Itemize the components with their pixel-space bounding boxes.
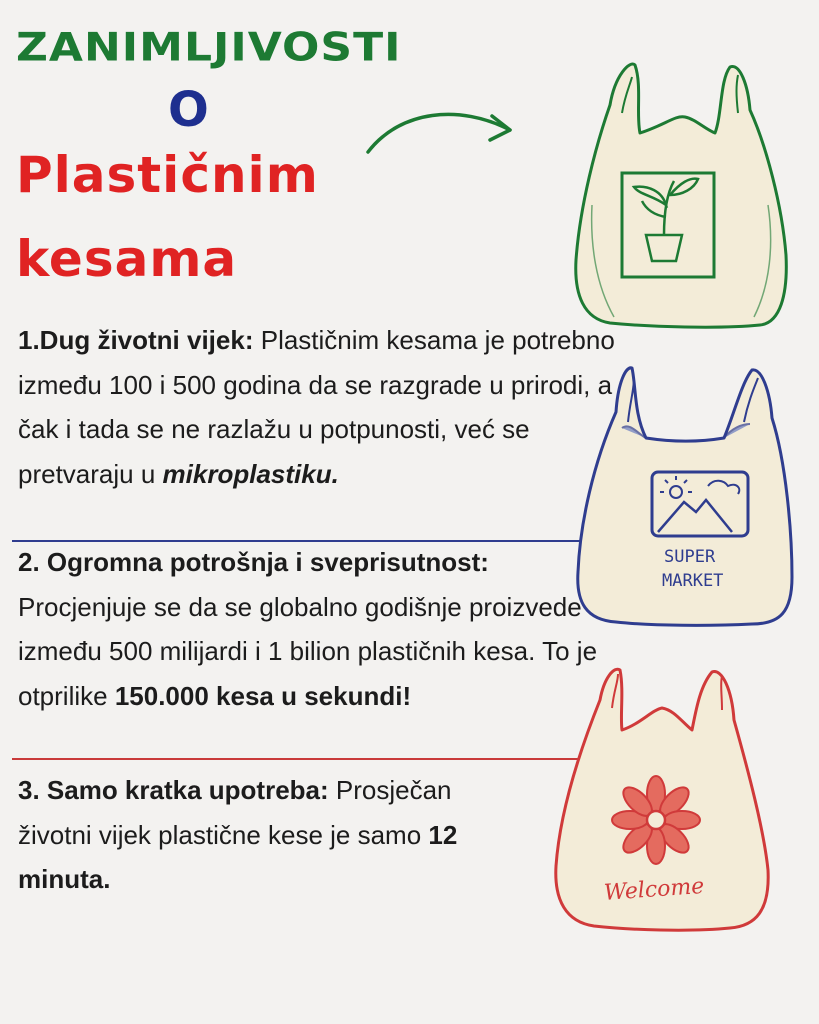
fact-2	[18, 540, 598, 718]
title-line-1: ZANIMLJIVOSTI	[16, 24, 402, 71]
fact-2-text: Procjenjuje se da se globalno godišnje proizvede između 500 milijardi i 1 bilion plastičnih kesa. To je otprilike	[18, 591, 598, 711]
fact-3	[18, 768, 488, 902]
flower-icon	[612, 776, 700, 864]
green-plant-bag-illustration	[570, 55, 792, 335]
title-line-3: Plastičnim	[16, 146, 319, 204]
red-welcome-bag-illustration	[550, 660, 776, 932]
blue-supermarket-bag-illustration	[572, 362, 798, 628]
market-label: MARKET	[662, 571, 724, 591]
fact-1-emphasis: mikroplastiku.	[162, 458, 339, 489]
fact-1-text: Plastičnim kesama je potrebno između 100 i 500 godina da se razgrade u prirodi, a čak i tada se ne razlažu u potpunosti, već se pretvaraju u	[18, 325, 615, 489]
fact-2-heading: 2. Ogromna potrošnja i sveprisutnost:	[18, 547, 489, 577]
divider-red	[12, 758, 584, 760]
super-label: SUPER	[664, 547, 716, 567]
curved-arrow-icon	[360, 100, 520, 160]
fact-1	[18, 318, 618, 496]
welcome-label: Welcome	[603, 873, 706, 906]
fact-3-heading: 3. Samo kratka upotreba:	[18, 775, 329, 805]
title-line-2: O	[168, 82, 210, 138]
fact-1-heading: 1.Dug životni vijek:	[18, 325, 254, 355]
fact-3-emphasis: 12 minuta.	[18, 819, 458, 894]
fact-3-text: Prosječan životni vijek plastične kese je samo	[18, 775, 452, 850]
fact-2-emphasis: 150.000 kesa u sekundi!	[114, 680, 412, 711]
title-line-4: kesama	[16, 230, 238, 288]
